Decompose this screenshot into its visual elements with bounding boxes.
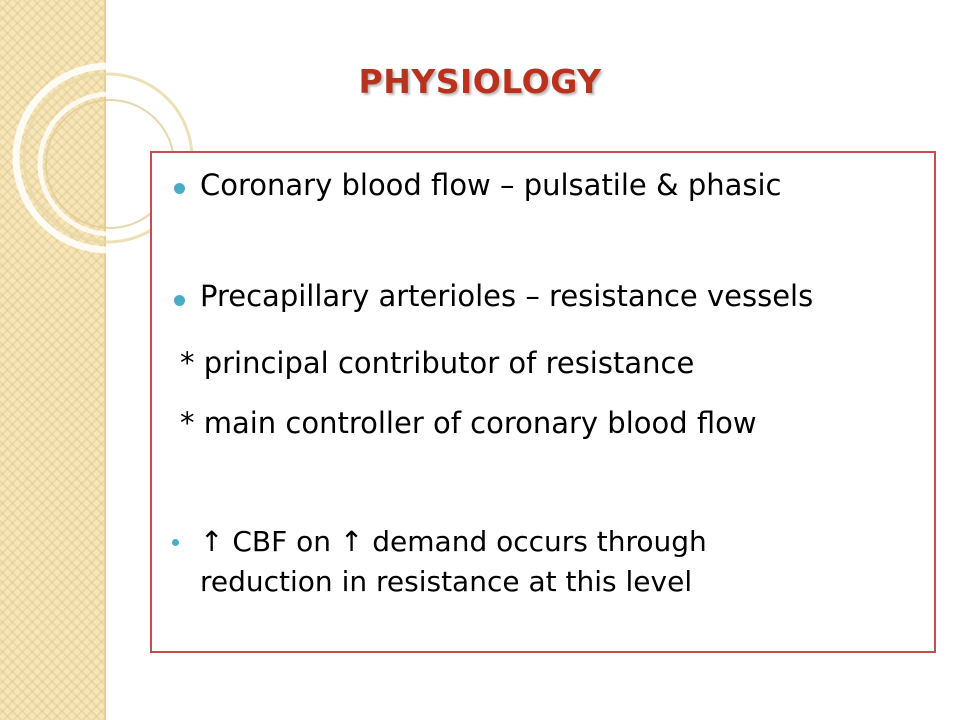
sub-point-principal-contributor: * principal contributor of resistance xyxy=(180,346,695,380)
bullet-dot-icon xyxy=(174,295,185,306)
bullet-dot-icon xyxy=(172,539,179,546)
content-box xyxy=(150,151,936,653)
bullet-cbf-demand: ↑ CBF on ↑ demand occurs through reduction in resistance at this level xyxy=(200,525,707,598)
bullet-precapillary-arterioles: Precapillary arterioles – resistance vessels xyxy=(200,279,814,313)
sub-point-main-controller: * main controller of coronary blood flow xyxy=(180,406,757,440)
bullet-coronary-flow: Coronary blood flow – pulsatile & phasic xyxy=(200,168,782,202)
bullet-dot-icon xyxy=(174,183,185,194)
slide-title: PHYSIOLOGY xyxy=(358,62,602,101)
